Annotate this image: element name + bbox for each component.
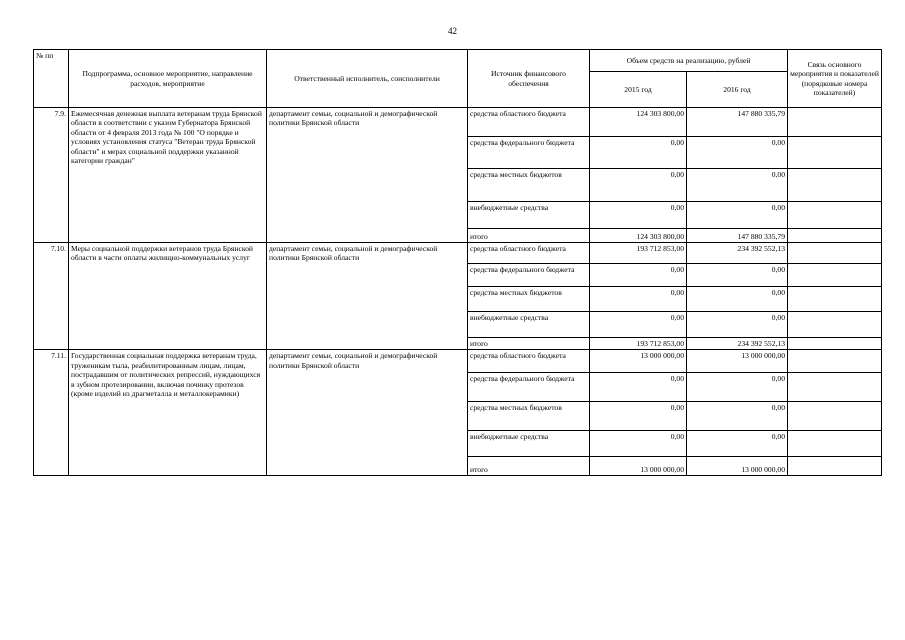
funding-source: средства местных бюджетов [468, 287, 590, 312]
activity-name: Ежемесячная денежная выплата ветеранам труда Брянской области в соответствии с указом Губернатора Брянской области от 4 февраля 2013 года № 100 "О порядке и условиях установления статуса "Ветеран труда Брянской области" и мерах социальной поддержки указанной категории граждан" [69, 108, 267, 243]
row-number: 7.10. [34, 243, 69, 350]
total-label: итого [468, 338, 590, 350]
amount-2016: 0,00 [687, 169, 788, 202]
table-row [34, 350, 882, 373]
indicator-link [788, 202, 882, 229]
amount-2015: 0,00 [590, 202, 687, 229]
amount-2016: 0,00 [687, 287, 788, 312]
funding-source: средства областного бюджета [468, 350, 590, 373]
amount-2016: 0,00 [687, 264, 788, 287]
executor: департамент семьи, социальной и демографической политики Брянской области [267, 108, 468, 243]
table-row [34, 108, 882, 137]
amount-2015: 0,00 [590, 137, 687, 169]
header-subprogram: Подпрограмма, основное мероприятие, направление расходов, мероприятие [69, 50, 267, 108]
activity-name: Меры социальной поддержки ветеранов труда Брянской области в части оплаты жилищно-коммунальных услуг [69, 243, 267, 350]
indicator-link [788, 287, 882, 312]
amount-2016: 147 880 335,79 [687, 229, 788, 243]
indicator-link [788, 457, 882, 476]
indicator-link [788, 402, 882, 431]
funding-source: внебюджетные средства [468, 312, 590, 338]
amount-2016: 13 000 000,00 [687, 457, 788, 476]
amount-2015: 0,00 [590, 373, 687, 402]
funding-source: внебюджетные средства [468, 202, 590, 229]
budget-table [33, 49, 882, 476]
executor: департамент семьи, социальной и демографической политики Брянской области [267, 243, 468, 350]
indicator-link [788, 312, 882, 338]
amount-2016: 147 880 335,79 [687, 108, 788, 137]
amount-2015: 0,00 [590, 312, 687, 338]
activity-name: Государственная социальная поддержка ветеранам труда, труженикам тыла, реабилитированным лицам, лицам, пострадавшим от политических репрессий, нуждающихся в зубном протезировании, включая починку протезов (кроме изделий из драгметалла и металлокерамики) [69, 350, 267, 476]
amount-2015: 13 000 000,00 [590, 350, 687, 373]
header-2016: 2016 год [687, 72, 788, 108]
indicator-link [788, 229, 882, 243]
amount-2015: 13 000 000,00 [590, 457, 687, 476]
funding-source: внебюджетные средства [468, 431, 590, 457]
row-number: 7.11. [34, 350, 69, 476]
amount-2016: 0,00 [687, 312, 788, 338]
funding-source: средства федерального бюджета [468, 264, 590, 287]
header-num: № пп [34, 50, 69, 108]
amount-2015: 193 712 853,00 [590, 243, 687, 264]
amount-2015: 0,00 [590, 402, 687, 431]
page-number: 42 [448, 26, 457, 36]
amount-2015: 124 303 800,00 [590, 108, 687, 137]
funding-source: средства федерального бюджета [468, 137, 590, 169]
header-executor: Ответственный исполнитель, соисполнители [267, 50, 468, 108]
amount-2015: 0,00 [590, 264, 687, 287]
executor: департамент семьи, социальной и демографической политики Брянской области [267, 350, 468, 476]
funding-source: средства федерального бюджета [468, 373, 590, 402]
indicator-link [788, 108, 882, 137]
indicator-link [788, 137, 882, 169]
header-link: Связь основного мероприятия и показателей (порядковые номера показателей) [788, 50, 882, 108]
amount-2015: 0,00 [590, 287, 687, 312]
funding-source: средства областного бюджета [468, 243, 590, 264]
funding-source: средства местных бюджетов [468, 402, 590, 431]
row-number: 7.9. [34, 108, 69, 243]
header-source: Источник финансового обеспечения [468, 50, 590, 108]
indicator-link [788, 373, 882, 402]
amount-2016: 0,00 [687, 402, 788, 431]
indicator-link [788, 350, 882, 373]
total-label: итого [468, 229, 590, 243]
total-label: итого [468, 457, 590, 476]
amount-2016: 234 392 552,13 [687, 243, 788, 264]
amount-2016: 0,00 [687, 431, 788, 457]
indicator-link [788, 431, 882, 457]
indicator-link [788, 243, 882, 264]
header-volume: Объем средств на реализацию, рублей [590, 50, 788, 72]
table-row [34, 243, 882, 264]
amount-2015: 0,00 [590, 169, 687, 202]
amount-2015: 124 303 800,00 [590, 229, 687, 243]
funding-source: средства областного бюджета [468, 108, 590, 137]
indicator-link [788, 338, 882, 350]
header-2015: 2015 год [590, 72, 687, 108]
amount-2016: 0,00 [687, 137, 788, 169]
indicator-link [788, 169, 882, 202]
funding-source: средства местных бюджетов [468, 169, 590, 202]
indicator-link [788, 264, 882, 287]
amount-2015: 0,00 [590, 431, 687, 457]
amount-2016: 0,00 [687, 373, 788, 402]
amount-2016: 0,00 [687, 202, 788, 229]
amount-2015: 193 712 853,00 [590, 338, 687, 350]
amount-2016: 13 000 000,00 [687, 350, 788, 373]
amount-2016: 234 392 552,13 [687, 338, 788, 350]
